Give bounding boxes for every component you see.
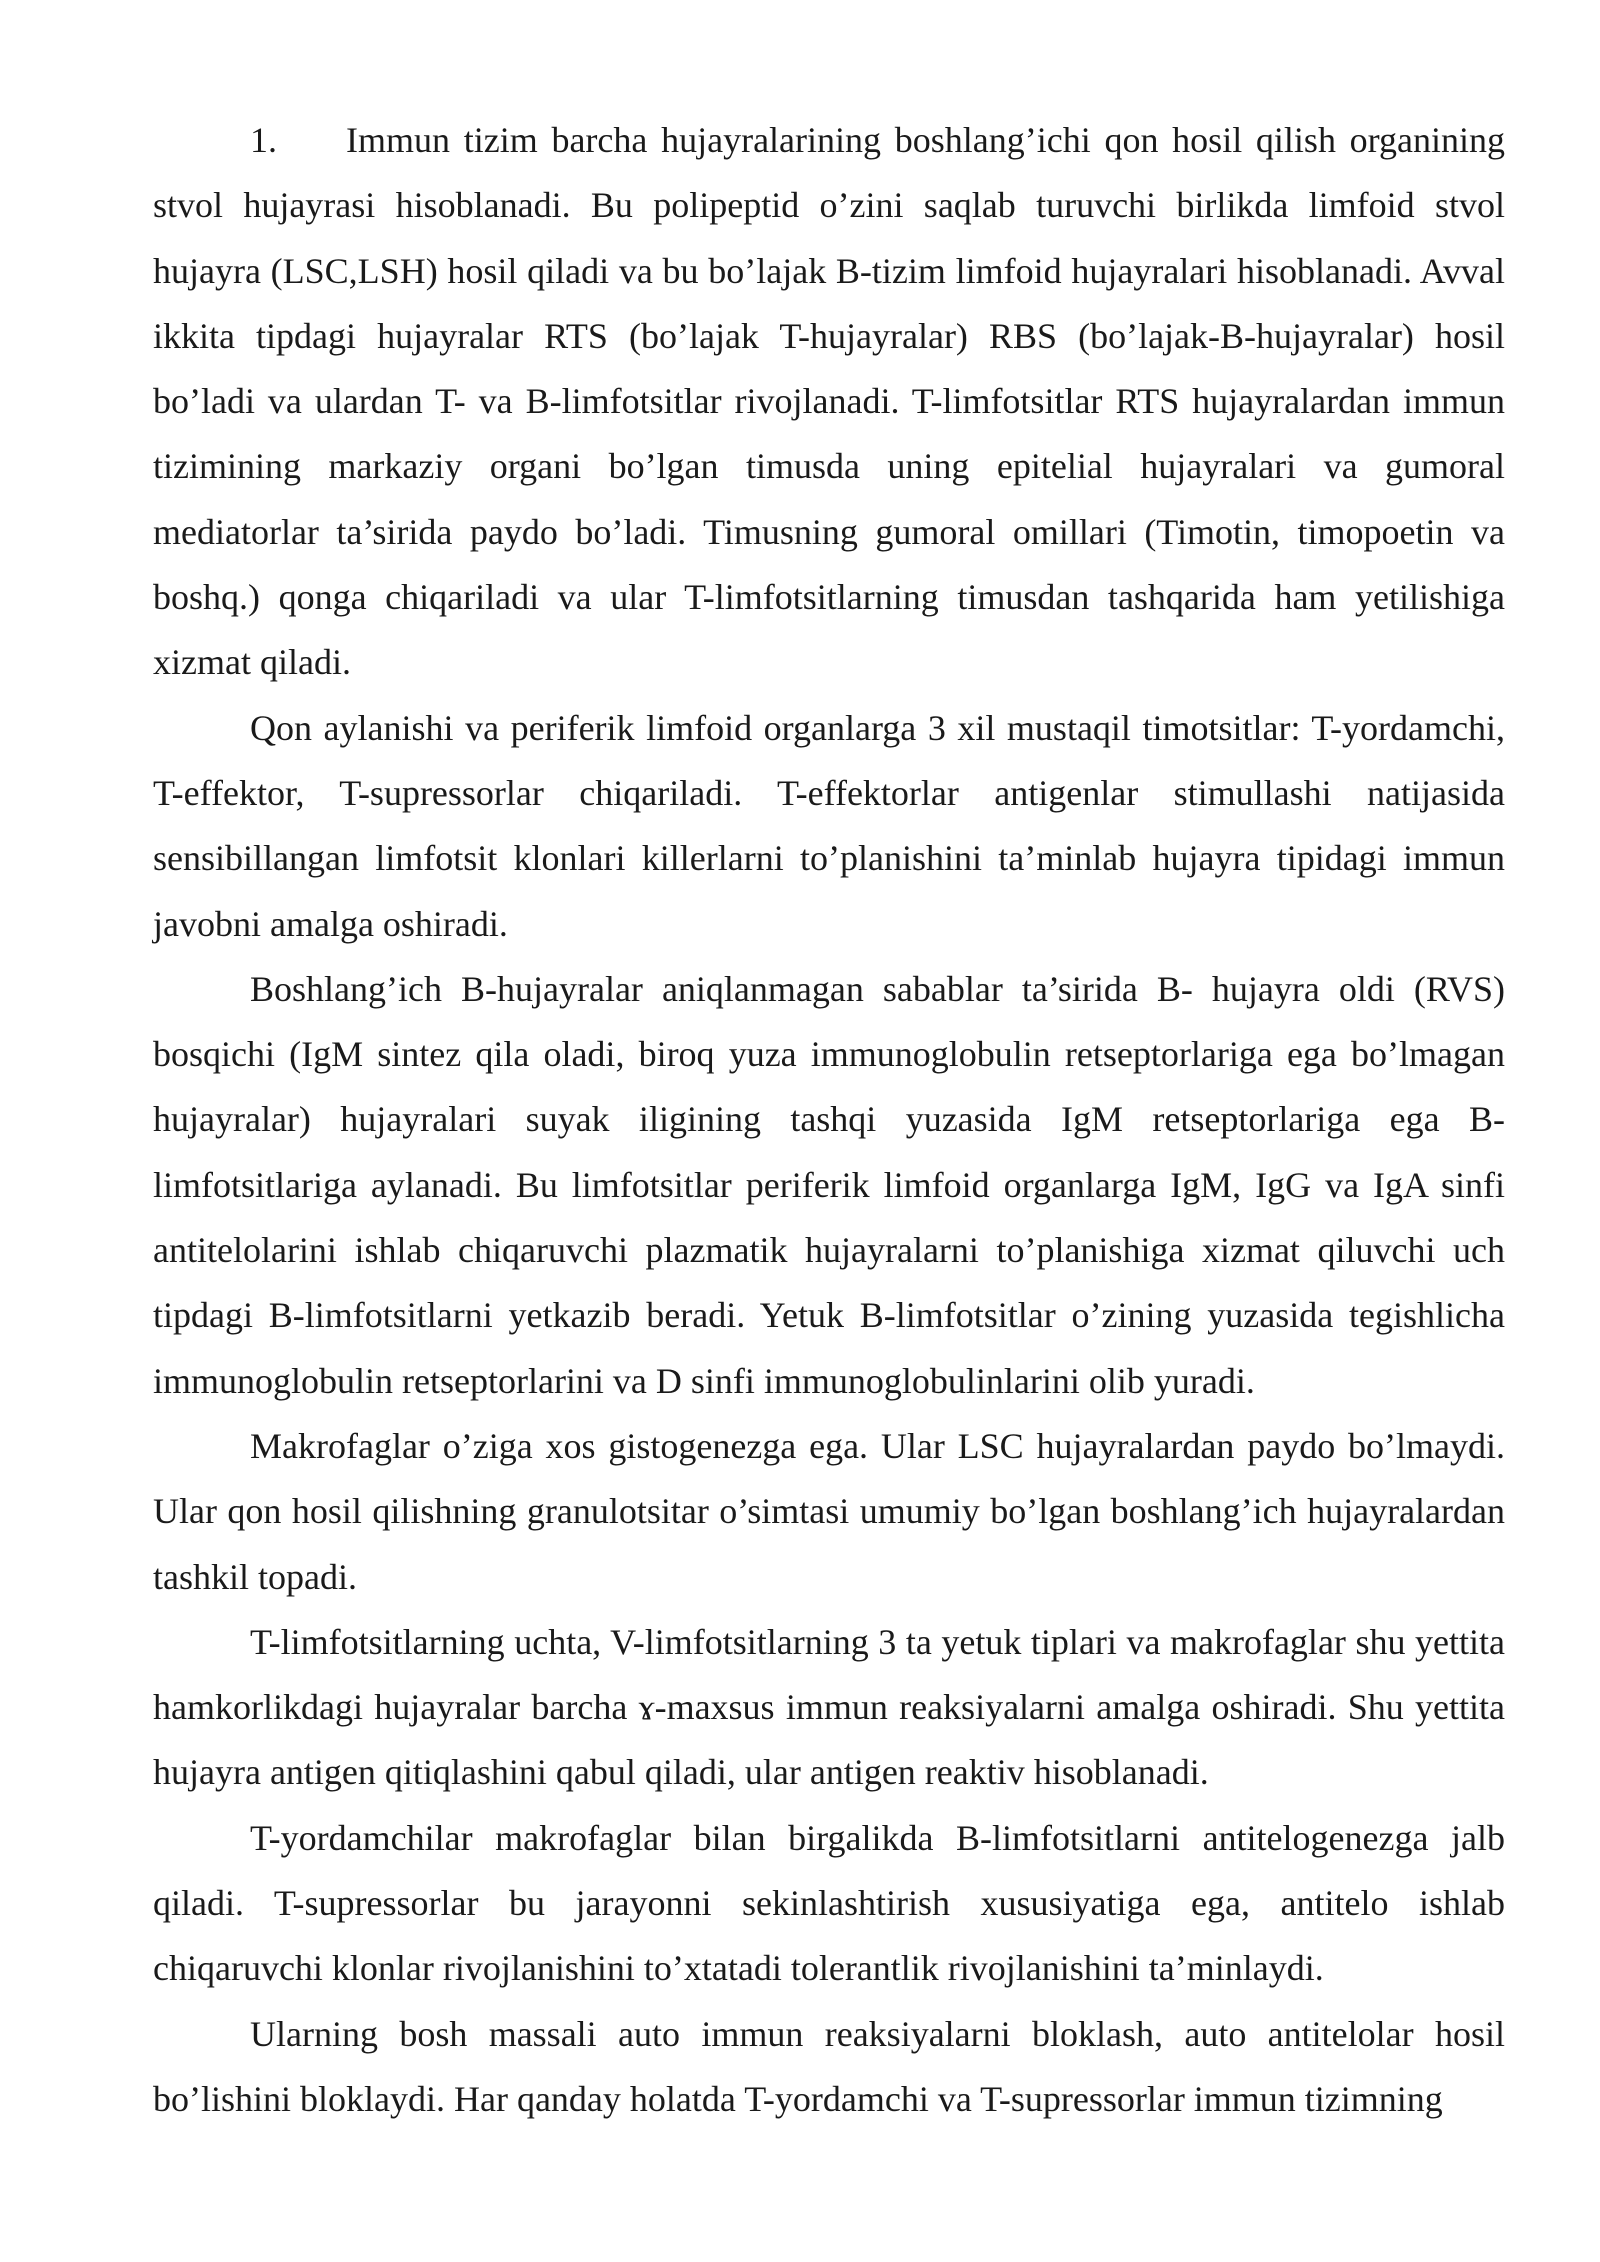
- paragraph-text: T-limfotsitlarning uchta, V-limfotsitlarning 3 ta yetuk tiplari va makrofaglar shu yettita hamkorlikdagi hujayralar barcha ɤ-maxsus immun reaksiyalarni amalga oshiradi. Shu yettita hujayra antigen qitiqlashini qabul qiladi, ular antigen reaktiv hisoblanadi.: [153, 1621, 1505, 1793]
- paragraph-7: [153, 2002, 1505, 2133]
- paragraph-text: Ularning bosh massali auto immun reaksiyalarni bloklash, auto antitelolar hosil bo’lishini bloklaydi. Har qanday holatda T-yordamchi va T-supressorlar immun tizimning: [153, 2013, 1505, 2119]
- paragraph-5: [153, 1610, 1505, 1806]
- paragraph-1: [153, 108, 1505, 696]
- document-page: [153, 108, 1505, 2132]
- paragraph-text: Makrofaglar o’ziga xos gistogenezga ega. Ular LSC hujayralardan paydo bo’lmaydi. Ular qon hosil qilishning granulotsitar o’simtasi umumiy bo’lgan boshlang’ich hujayralardan tashkil topadi.: [153, 1425, 1505, 1597]
- paragraph-text: Qon aylanishi va periferik limfoid organlarga 3 xil mustaqil timotsitlar: T-yordamchi, T-effektor, T-supressorlar chiqariladi. T-effektorlar antigenlar stimullashi natijasida sensibillangan limfotsit klonlari killerlarni to’planishini ta’minlab hujayra tipidagi immun javobni amalga oshiradi.: [153, 707, 1505, 944]
- paragraph-number: 1.: [250, 120, 277, 160]
- paragraph-2: [153, 696, 1505, 957]
- paragraph-text: T-yordamchilar makrofaglar bilan birgalikda B-limfotsitlarni antitelogenezga jalb qiladi. T-supressorlar bu jarayonni sekinlashtirish xususiyatiga ega, antitelo ishlab chiqaruvchi klonlar rivojlanishini to’xtatadi tolerantlik rivojlanishini ta’minlaydi.: [153, 1817, 1505, 1989]
- paragraph-3: [153, 957, 1505, 1414]
- paragraph-text: Immun tizim barcha hujayralarining boshlang’ichi qon hosil qilish organining stvol hujayrasi hisoblanadi. Bu polipeptid o’zini saqlab turuvchi birlikda limfoid stvol hujayra (LSC,LSH) hosil qiladi va bu bo’lajak B-tizim limfoid hujayralari hisoblanadi. Avval ikkita tipdagi hujayralar RTS (bo’lajak T-hujayralar) RBS (bo’lajak-B-hujayralar) hosil bo’ladi va ulardan T- va B-limfotsitlar rivojlanadi. T-limfotsitlar RTS hujayralardan immun tizimining markaziy organi bo’lgan timusda uning epitelial hujayralari va gumoral mediatorlar ta’sirida paydo bo’ladi. Timusning gumoral omillari (Timotin, timopoetin va boshq.) qonga chiqariladi va ular T-limfotsitlarning timusdan tashqarida ham yetilishiga xizmat qiladi.: [153, 120, 1505, 683]
- paragraph-6: [153, 1806, 1505, 2002]
- paragraph-4: [153, 1414, 1505, 1610]
- paragraph-text: Boshlang’ich B-hujayralar aniqlanmagan sabablar ta’sirida B- hujayra oldi (RVS) bosqichi (IgM sintez qila oladi, biroq yuza immunoglobulin retseptorlariga ega bo’lmagan hujayralar) hujayralari suyak iligining tashqi yuzasida IgM retseptorlariga ega B-limfotsitlariga aylanadi. Bu limfotsitlar periferik limfoid organlarga IgM, IgG va IgA sinfi antitelolarini ishlab chiqaruvchi plazmatik hujayralarni to’planishiga xizmat qiluvchi uch tipdagi B-limfotsitlarni yetkazib beradi. Yetuk B-limfotsitlar o’zining yuzasida tegishlicha immunoglobulin retseptorlarini va D sinfi immunoglobulinlarini olib yuradi.: [153, 968, 1505, 1401]
